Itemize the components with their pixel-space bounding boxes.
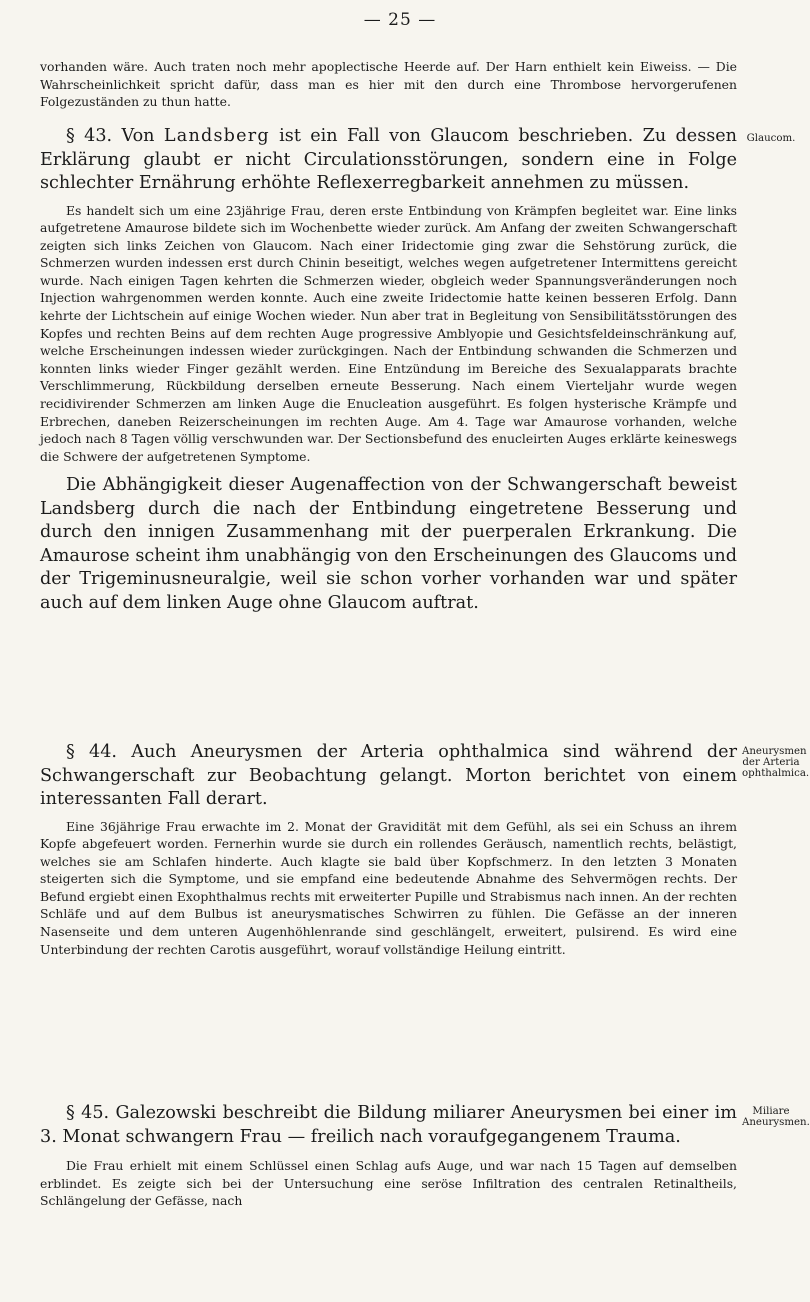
margin-note-aneurysmen: Aneurysmen der Arteria ophthalmica. <box>742 746 810 779</box>
section-43-lead-rest: ist ein Fall von Glaucom beschrieben. Zu dessen Erklärung glaubt er nicht Circulationsstörungen, sondern eine in Folge schlechter Ernährung erhöhte Reflexerregbarkeit annehmen zu müssen. <box>40 126 737 193</box>
intro-paragraph-block <box>40 58 737 111</box>
section-43-conclusion: Die Abhängigkeit dieser Augenaffection von der Schwangerschaft beweist Landsberg durch die nach der Entbindung eingetretene Besserung und durch den innigen Zusammenhang mit der puerperalen Erkrankung. Die Amaurose scheint ihm unabhängig von den Erscheinungen des Glaucoms und der Trigeminusneuralgie, weil sie schon vorher vorhanden war und später auch auf dem linken Auge ohne Glaucom auftrat. <box>40 475 737 613</box>
margin-note-miliare: Miliare Aneurysmen. <box>742 1106 810 1128</box>
section-44 <box>40 741 737 958</box>
page-number: — 25 — <box>363 10 437 30</box>
section-44-case: Eine 36jährige Frau erwachte im 2. Monat der Gravidität mit dem Gefühl, als sei ein Schuss an ihrem Kopfe abgefeuert worden. Fernerhin wurde sie durch ein rollendes Geräusch, namentlich rechts, belästigt, welches sie am Schlafen hinderte. Auch klagte sie bald über Kopfschmerz. In den letzten 3 Monaten steigerten sich die Symptome, und sie empfand eine bedeutende Abnahme des Sehvermögen rechts. Der Befund ergiebt einen Exophthalmus rechts mit erweiterter Pupille und Strabismus nach innen. An der rechten Schläfe und auf dem Bulbus ist aneurysmatisches Schwirren zu fühlen. Die Gefässe an der inneren Nasenseite und dem unteren Augenhöhlenrande sind geschlängelt, erweitert, pulsirend. Es wird eine Unterbindung der rechten Carotis ausgeführt, worauf vollständige Heilung eintritt. <box>40 818 737 957</box>
section-45 <box>40 1102 737 1210</box>
section-43-lead-start: § 43. Von <box>66 126 164 146</box>
section-45-case: Die Frau erhielt mit einem Schlüssel einen Schlag aufs Auge, und war nach 15 Tagen auf demselben erblindet. Es zeigte sich bei der Untersuchung eine seröse Infiltration des centralen Retinaltheils, Schlängelung der Gefässe, nach <box>40 1158 737 1209</box>
section-43-case: Es handelt sich um eine 23jährige Frau, deren erste Entbindung von Krämpfen begleitet war. Eine links aufgetretene Amaurose bildete sich im Wochenbette wieder zurück. Am Anfang der zweiten Schwangerschaft zeigten sich links Zeichen von Glaucom. Nach einer Iridectomie ging zwar die Sehstörung zurück, die Schmerzen wurden indessen erst durch Chinin beseitigt, welches wegen aufgetretener Intermittens gereicht wurde. Nach einigen Tagen kehrten die Schmerzen wieder, obgleich weder Spannungsveränderungen noch Injection wahrgenommen werden konnte. Auch eine zweite Iridectomie hatte keinen besseren Erfolg. Dann kehrte der Lichtschein auf einige Wochen wieder. Nun aber trat in Begleitung von Sensibilitätsstörungen des Kopfes und rechten Beins auf dem rechten Auge progressive Amblyopie und Gesichtsfeldeinschränkung auf, welche Erscheinungen indessen wieder zurückgingen. Nach der Entbindung schwanden die Schmerzen und konnten links wieder Finger gezählt werden. Eine Entzündung im Bereiche des Sexualapparats brachte Verschlimmerung, Rückbildung derselben erneute Besserung. Nach einem Vierteljahr wurde wegen recidivirender Schmerzen am linken Auge die Enucleation ausgeführt. Es folgen hysterische Krämpfe und Erbrechen, daneben Reizerscheinungen im rechten Auge. Am 4. Tage war Amaurose vorhanden, welche jedoch nach 8 Tagen völlig verschwunden war. Der Sectionsbefund des enucleirten Auges erklärte keineswegs die Schwere der aufgetretenen Symptome. <box>40 202 737 464</box>
section-43 <box>40 125 737 615</box>
margin-note-glaucom: Glaucom. <box>746 133 796 144</box>
section-43-lead <box>40 125 737 196</box>
intro-paragraph: vorhanden wäre. Auch traten noch mehr apoplectische Heerde auf. Der Harn enthielt kein Eiweiss. — Die Wahrscheinlichkeit spricht dafür, dass man es hier mit den durch eine Thrombose hervorgerufenen Folgezuständen zu thun hatte. <box>40 59 737 110</box>
author-landsberg: Landsberg <box>163 126 270 146</box>
section-44-lead: § 44. Auch Aneurysmen der Arteria ophthalmica sind während der Schwangerschaft zur Beobachtung gelangt. Morton berichtet von einem interessanten Fall derart. <box>40 742 737 809</box>
section-45-lead: § 45. Galezowski beschreibt die Bildung miliarer Aneurysmen bei einer im 3. Monat schwangern Frau — freilich nach voraufgegangenem Trauma. <box>40 1103 737 1147</box>
